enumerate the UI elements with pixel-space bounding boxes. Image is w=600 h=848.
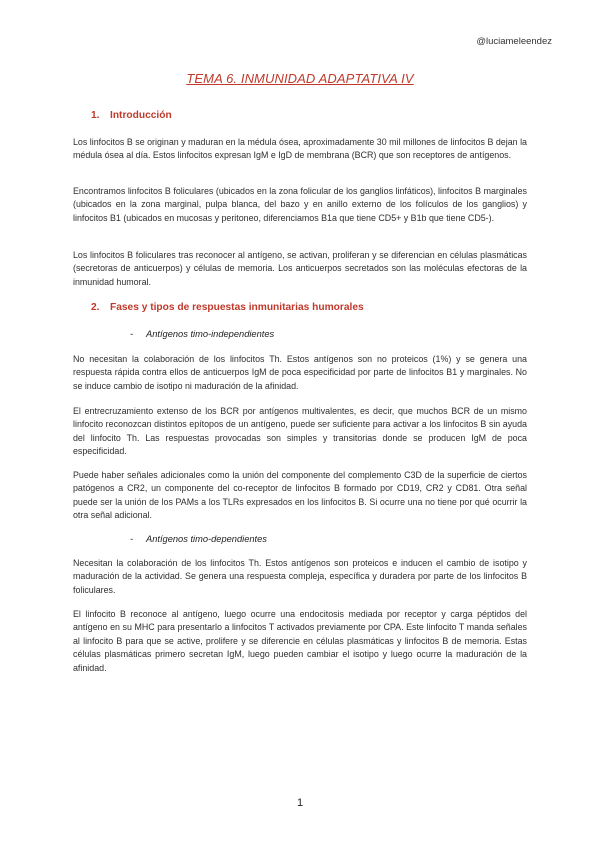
page-number: 1 (296, 797, 304, 809)
section-number: 1. (91, 110, 100, 121)
section-title: Fases y tipos de respuestas inmunitarias humorales (110, 302, 364, 313)
bullet-dash: - (130, 534, 134, 544)
subsection-title: Antígenos timo-dependientes (146, 534, 267, 544)
subsection-title: Antígenos timo-independientes (146, 329, 275, 339)
paragraph: Encontramos linfocitos B foliculares (ubicados en la zona folicular de los ganglios linfáticos), linfocitos B marginales (ubicados en la zona marginal, pulpa blanca, del bazo y en anillo externo de los folículos de los ganglios) y linfocitos B1 (ubicados en mucosas y peritoneo, diferenciamos B1a que tiene CD5+ y B1b que tiene CD5-). (73, 186, 527, 223)
author-handle: @luciameleendez (476, 36, 552, 47)
subsection-heading-timo-independientes (73, 329, 527, 339)
section-heading-introduccion (73, 110, 527, 121)
paragraph: No necesitan la colaboración de los linfocitos Th. Estos antígenos son no proteicos (1%) y se genera una respuesta rápida contra ellos de anticuerpos IgM de poca especificidad por parte de linfocitos B1 y marginales. No se induce cambio de isotipo ni maduración de la afinidad. (73, 354, 527, 391)
paragraph: El entrecruzamiento extenso de los BCR por antígenos multivalentes, es decir, que muchos BCR de un mismo linfocito reconozcan distintos epítopos de un antígeno, puede ser suficiente para activar a los linfocitos B sin ayuda del linfocito Th. Las respuestas provocadas son simples y transitorias donde se producen IgM de poca especificidad. (73, 406, 527, 457)
subsection-heading-timo-dependientes (73, 534, 527, 544)
section-title: Introducción (110, 110, 172, 121)
section-number: 2. (91, 302, 100, 313)
paragraph: Puede haber señales adicionales como la unión del componente del complemento C3D de la superficie de ciertos patógenos a CR2, un componente del co-receptor de linfocitos B formado por CD19, CR2 y CD81. Otra señal puede ser la unión de los PAMs a los TLRs expresados en los linfocitos B. Si ocurre una no tiene por qué ocurrir la otra señal adicional. (73, 470, 527, 521)
paragraph: El linfocito B reconoce al antígeno, luego ocurre una endocitosis mediada por receptor y carga péptidos del antígeno en su MHC para presentarlo a linfocitos T activados previamente por CPA. Este linfocito T manda señales al linfocito B para que se active, prolifere y se diferencie en células plasmáticas y linfocitos B de memoria. Estas células plasmáticas primero secretan IgM, luego pueden cambiar el isotipo y luego ocurre la maduración de la afinidad. (73, 609, 527, 673)
bullet-dash: - (130, 329, 134, 339)
section-heading-fases (73, 302, 527, 313)
paragraph: Los linfocitos B foliculares tras reconocer al antígeno, se activan, proliferan y se diferencian en células plasmáticas (secretoras de anticuerpos) y células de memoria. Los anticuerpos secretados son las moléculas efectoras de la inmunidad humoral. (73, 250, 527, 287)
page-title: TEMA 6. INMUNIDAD ADAPTATIVA IV (186, 71, 414, 86)
paragraph: Los linfocitos B se originan y maduran en la médula ósea, aproximadamente 30 mil millones de linfocitos B dejan la médula ósea al día. Estos linfocitos expresan IgM e IgD de membrana (BCR) que son receptores de antígenos. (73, 137, 527, 161)
paragraph: Necesitan la colaboración de los linfocitos Th. Estos antígenos son proteicos e inducen el cambio de isotipo y maduración de la actividad. Se genera una respuesta compleja, específica y duradera por parte de los linfocitos B foliculares. (73, 558, 527, 595)
